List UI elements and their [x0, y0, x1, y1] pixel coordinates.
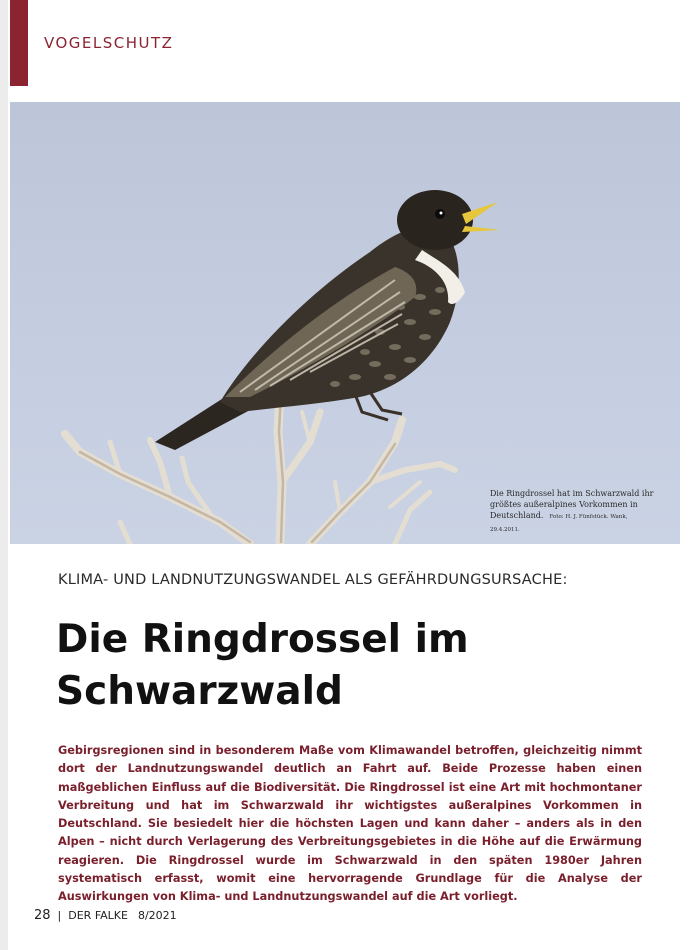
article-lead: Gebirgsregionen sind in besonderem Maße vom Klimawandel betroffen, gleichzeitig nimmt dort der Landnutzungswandel deutlich an Fahrt auf. Beide Prozesse haben einen maßgeblichen Einfluss auf die Biodiversität. Die Ringdrossel ist eine Art mit hochmontaner Verbreitung und hat im Schwarzwald ihr wichtigstes außeralpines Vorkommen in Deutschland. Sie besiedelt hier die höchsten Lagen und kann daher – anders als in den Alpen – nicht durch Verlagerung des Verbreitungsgebietes in die Höhe auf die Erwärmung reagieren. Die Ringdrossel wurde im Schwarzwald in den späten 1980er Jahren systematisch erfasst, womit eine hervorragende Grundlage für die Analyse der Auswirkungen von Klima- und Landnutzungswandel auf die Art vorliegt.	[58, 744, 642, 904]
caption-text: Die Ringdrossel hat im Schwarzwald ihr größtes außeralpines Vorkommen in Deutschland.	[490, 489, 654, 520]
page-edge	[0, 0, 8, 950]
article-kicker: KLIMA- UND LANDNUTZUNGSWANDEL ALS GEFÄHRDUNGSURSACHE:	[58, 572, 568, 588]
bird-photo	[10, 102, 680, 544]
photo-credit: Foto: H. J. Fünfstück. Wank, 29.4.2011.	[490, 514, 628, 533]
section-color-bar	[10, 0, 28, 86]
section-label: VOGELSCHUTZ	[44, 34, 174, 52]
footer-separator: |	[57, 909, 62, 922]
photo-caption	[490, 488, 658, 536]
title-line-1: Die Ringdrossel im	[56, 617, 469, 662]
article-title	[56, 614, 656, 718]
page-footer	[34, 908, 177, 923]
bird-head	[397, 190, 473, 250]
issue-number: 8/2021	[137, 909, 177, 922]
ring-ouzel-illustration	[10, 102, 680, 544]
title-line-2: Schwarzwald	[56, 669, 343, 714]
bird-beak-lower	[462, 226, 500, 232]
magazine-name: DER FALKE	[68, 909, 128, 922]
page-number: 28	[34, 908, 51, 923]
